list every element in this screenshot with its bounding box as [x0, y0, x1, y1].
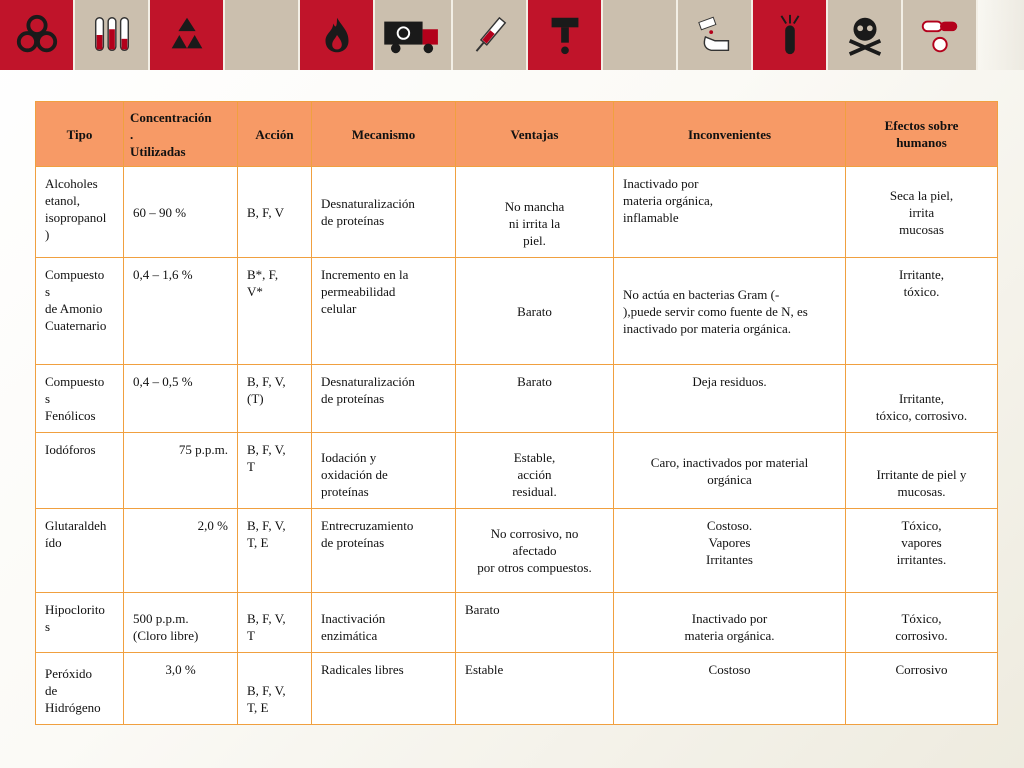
cell-efectos: Corrosivo — [846, 653, 998, 725]
cell-ventajas: Barato — [456, 258, 614, 365]
cell-concentracion: 60 – 90 % — [124, 167, 238, 258]
test-tube-icon — [767, 12, 813, 58]
cell-efectos: Tóxico, vapores irritantes. — [846, 509, 998, 593]
biohazard-truck-icon — [382, 12, 444, 58]
cell-mecanismo: Incremento en la permeabilidad celular — [312, 258, 456, 365]
table-row — [36, 593, 998, 653]
banner-tile — [75, 0, 150, 70]
cell-inconvenientes: Caro, inactivados por material orgánica — [614, 433, 846, 509]
banner-fade — [978, 0, 1024, 70]
cell-ventajas: Barato — [456, 593, 614, 653]
cell-mecanismo: Desnaturalización de proteínas — [312, 365, 456, 433]
test-tubes-icon — [89, 12, 135, 58]
banner-tile — [0, 0, 75, 70]
table-row — [36, 258, 998, 365]
cell-concentracion: 500 p.p.m. (Cloro libre) — [124, 593, 238, 653]
banner-tile — [453, 0, 528, 70]
banner-tile — [300, 0, 375, 70]
cell-accion: B, F, V, T, E — [238, 509, 312, 593]
cell-ventajas: No mancha ni irrita la piel. — [456, 167, 614, 258]
header-inconvenientes: Inconvenientes — [614, 102, 846, 167]
cell-accion: B, F, V, T, E — [238, 653, 312, 725]
banner-tile — [903, 0, 978, 70]
banner-tile — [678, 0, 753, 70]
cell-concentracion: 2,0 % — [124, 509, 238, 593]
cell-inconvenientes: Deja residuos. — [614, 365, 846, 433]
cell-mecanismo: Iodación y oxidación de proteínas — [312, 433, 456, 509]
cell-inconvenientes: Inactivado por materia orgánica, inflamable — [614, 167, 846, 258]
cell-efectos: Irritante, tóxico, corrosivo. — [846, 365, 998, 433]
header-tipo: Tipo — [36, 102, 124, 167]
banner-tile — [225, 0, 300, 70]
cell-efectos: Tóxico, corrosivo. — [846, 593, 998, 653]
hazard-banner — [0, 0, 1024, 70]
disinfectants-table — [35, 101, 998, 725]
cell-tipo: Glutaraldeh ído — [36, 509, 124, 593]
banner-tile — [150, 0, 225, 70]
table-row — [36, 167, 998, 258]
cell-mecanismo: Desnaturalización de proteínas — [312, 167, 456, 258]
header-efectos: Efectos sobre humanos — [846, 102, 998, 167]
banner-tile — [753, 0, 828, 70]
cell-efectos: Irritante, tóxico. — [846, 258, 998, 365]
cell-ventajas: Barato — [456, 365, 614, 433]
table-row — [36, 653, 998, 725]
cell-inconvenientes: Costoso. Vapores Irritantes — [614, 509, 846, 593]
header-mecanismo: Mecanismo — [312, 102, 456, 167]
header-ventajas: Ventajas — [456, 102, 614, 167]
banner-tile — [375, 0, 453, 70]
cell-concentracion: 0,4 – 1,6 % — [124, 258, 238, 365]
cell-inconvenientes: Inactivado por materia orgánica. — [614, 593, 846, 653]
recycle-icon — [164, 12, 210, 58]
cell-tipo: Compuesto s Fenólicos — [36, 365, 124, 433]
cell-inconvenientes: Costoso — [614, 653, 846, 725]
cell-tipo: Hipoclorito s — [36, 593, 124, 653]
cell-ventajas: Estable, acción residual. — [456, 433, 614, 509]
cell-tipo: Iodóforos — [36, 433, 124, 509]
table-row — [36, 509, 998, 593]
table-header-row — [36, 102, 998, 167]
cell-mecanismo: Entrecruzamiento de proteínas — [312, 509, 456, 593]
syringe-icon — [467, 12, 513, 58]
cell-concentracion: 75 p.p.m. — [124, 433, 238, 509]
banner-tile — [828, 0, 903, 70]
table-row — [36, 433, 998, 509]
flame-icon — [314, 12, 360, 58]
skull-crossbones-icon — [842, 12, 888, 58]
cell-accion: B, F, V, T — [238, 433, 312, 509]
hammer-icon — [542, 12, 588, 58]
banner-tile — [528, 0, 603, 70]
cell-tipo: Compuesto s de Amonio Cuaternario — [36, 258, 124, 365]
cell-efectos: Seca la piel, irrita mucosas — [846, 167, 998, 258]
header-accion: Acción — [238, 102, 312, 167]
cell-mecanismo: Inactivación enzimática — [312, 593, 456, 653]
corrosive-icon — [692, 12, 738, 58]
pills-icon — [917, 12, 963, 58]
banner-tile — [603, 0, 678, 70]
cell-inconvenientes: No actúa en bacterias Gram (- ),puede servir como fuente de N, es inactivado por materia orgánica. — [614, 258, 846, 365]
cell-concentracion: 3,0 % — [124, 653, 238, 725]
cell-ventajas: No corrosivo, no afectado por otros compuestos. — [456, 509, 614, 593]
biohazard-icon — [14, 12, 60, 58]
cell-accion: B, F, V, (T) — [238, 365, 312, 433]
cell-ventajas: Estable — [456, 653, 614, 725]
header-concentracion: Concentración . Utilizadas — [124, 102, 238, 167]
cell-accion: B, F, V, T — [238, 593, 312, 653]
cell-efectos: Irritante de piel y mucosas. — [846, 433, 998, 509]
table-row — [36, 365, 998, 433]
cell-tipo: Peróxido de Hidrógeno — [36, 653, 124, 725]
cell-accion: B, F, V — [238, 167, 312, 258]
cell-concentracion: 0,4 – 0,5 % — [124, 365, 238, 433]
cell-tipo: Alcoholes etanol, isopropanol ) — [36, 167, 124, 258]
cell-accion: B*, F, V* — [238, 258, 312, 365]
cell-mecanismo: Radicales libres — [312, 653, 456, 725]
